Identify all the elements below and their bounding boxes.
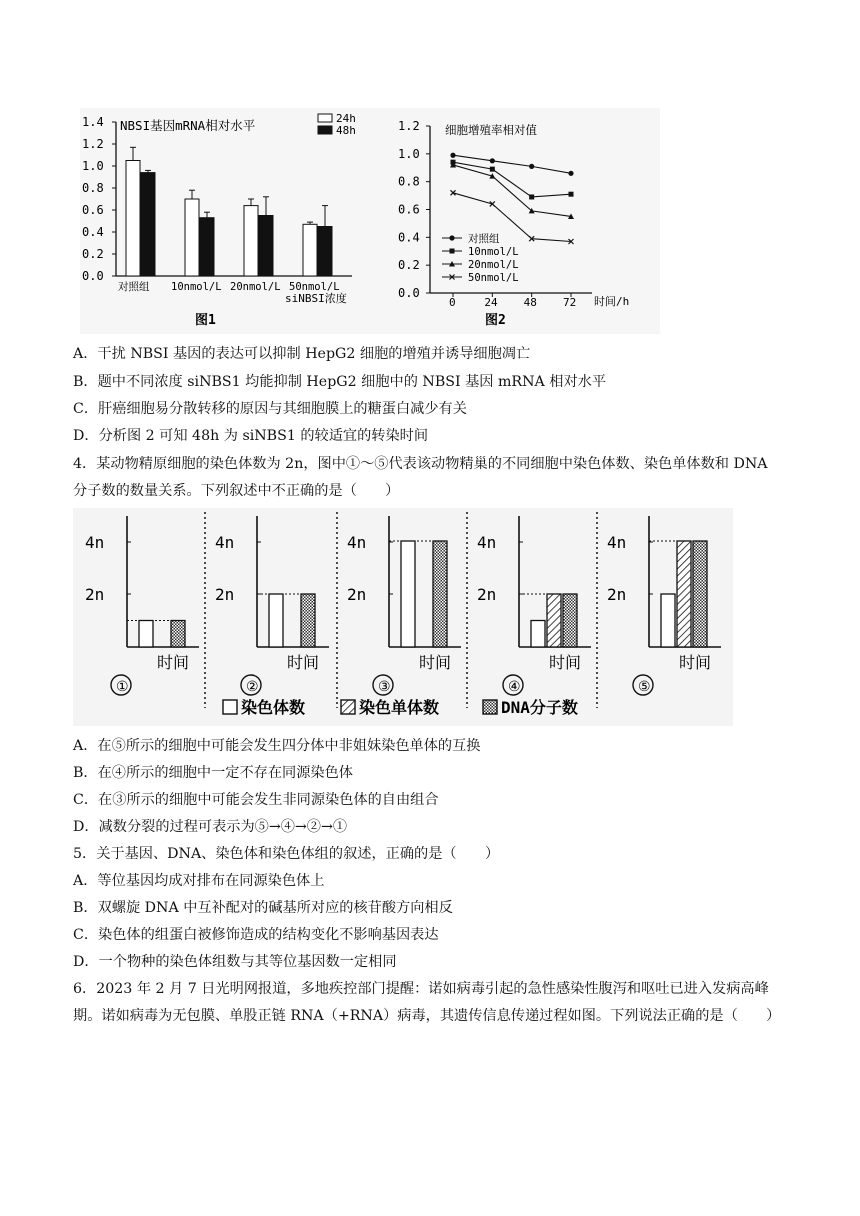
fig1-y-tick-label: 1.0: [82, 159, 104, 173]
fig1-bar: [318, 227, 332, 277]
fig2-point: [569, 192, 574, 197]
fig1-category-label: 对照组: [118, 281, 150, 293]
fig2-legend-label: 10nmol/L: [468, 246, 519, 258]
fig1-bar: [200, 218, 214, 276]
q3-option-a: A．干扰 NBSI 基因的表达可以抑制 HepG2 细胞的增殖并诱导细胞凋亡: [73, 346, 531, 362]
q4-bar: [693, 541, 707, 647]
fig1-legend-label: 48h: [336, 124, 356, 137]
q4-bar: [401, 541, 415, 647]
q4-option-d: D．减数分裂的过程可表示为⑤→④→②→①: [73, 819, 348, 835]
fig2-x-tick-label: 72: [563, 296, 577, 309]
q4-y-label-2n: 2n: [347, 585, 367, 604]
fig1-category-label: 50nmol/L: [289, 281, 340, 293]
fig1-bar: [185, 199, 199, 276]
fig1-bar: [259, 216, 273, 277]
q4-panel-number: ①: [116, 679, 129, 695]
fig1-legend-label: 24h: [336, 112, 356, 125]
fig1-category-label: 20nmol/L: [230, 281, 281, 293]
q4-x-label: 时间: [679, 653, 712, 672]
q4-panel-number: ③: [378, 679, 391, 695]
q4-bar: [269, 594, 283, 647]
q4-x-label: 时间: [157, 653, 190, 672]
fig1-legend-swatch: [318, 126, 332, 134]
q6-stem-line-1: 6．2023 年 2 月 7 日光明网报道，多地疾控部门提醒：诺如病毒引起的急性感染性腹泻和呕吐已进入发病高峰: [73, 981, 769, 997]
q4-bar: [563, 594, 577, 647]
fig2-legend-label: 对照组: [468, 233, 500, 245]
q4-y-label-4n: 4n: [85, 533, 105, 552]
q4-y-label-4n: 4n: [477, 533, 497, 552]
q4-bar: [301, 594, 315, 647]
fig1-y-tick-label: 0.0: [82, 269, 104, 283]
fig2-y-tick-label: 0.0: [398, 286, 420, 300]
fig1-y-tick-label: 0.4: [82, 225, 104, 239]
fig2-point: [450, 249, 455, 254]
fig1-y-tick-label: 1.4: [82, 115, 104, 129]
q4-y-label-2n: 2n: [607, 585, 627, 604]
q4-panel-number: ⑤: [638, 679, 651, 695]
fig2-xlabel: 时间/h: [594, 295, 630, 308]
q4-y-label-2n: 2n: [85, 585, 105, 604]
fig2-point: [490, 158, 495, 163]
fig2-point: [529, 164, 534, 169]
fig2-y-tick-label: 1.2: [398, 119, 420, 133]
fig2-y-tick-label: 0.2: [398, 258, 420, 273]
q6-stem-line-2: 期。诺如病毒为无包膜、单股正链 RNA（+RNA）病毒，其遗传信息传递过程如图。下列说法正确的是（ ）: [73, 1008, 781, 1024]
fig2-caption: 图2: [485, 313, 506, 328]
q3-option-c: C．肝癌细胞易分散转移的原因与其细胞膜上的糖蛋白减少有关: [73, 401, 467, 417]
fig2-x-tick-label: 48: [523, 296, 537, 309]
q5-option-c: C．染色体的组蛋白被修饰造成的结构变化不影响基因表达: [73, 927, 439, 943]
q4-option-a: A．在⑤所示的细胞中可能会发生四分体中非姐妹染色单体的互换: [73, 738, 481, 754]
q4-legend: [223, 698, 578, 717]
q4-x-label: 时间: [549, 653, 582, 672]
q4-x-label: 时间: [419, 653, 452, 672]
q4-option-c: C．在③所示的细胞中可能会发生非同源染色体的自由组合: [73, 792, 439, 808]
q4-legend-label: 染色体数: [241, 698, 306, 717]
fig2-legend-label: 20nmol/L: [468, 259, 519, 271]
fig2-point: [490, 167, 495, 172]
figures-1-2: [80, 108, 660, 334]
q4-bar: [433, 541, 447, 647]
q4-x-label: 时间: [287, 653, 320, 672]
q4-panel-number: ②: [246, 679, 259, 695]
fig2-y-tick-label: 1.0: [398, 146, 420, 161]
q4-bar: [677, 541, 691, 647]
q4-y-label-4n: 4n: [607, 533, 627, 552]
fig2-y-tick-label: 0.4: [398, 230, 420, 245]
fig1-bar: [126, 161, 140, 277]
q4-legend-label: DNA分子数: [501, 698, 578, 717]
fig1-caption: 图1: [195, 313, 216, 328]
fig1-bar: [244, 206, 258, 276]
q4-legend-swatch: [223, 700, 237, 714]
fig1-y-tick-label: 1.2: [82, 137, 104, 151]
fig2-title: 细胞增殖率相对值: [445, 123, 537, 137]
q5-stem: 5．关于基因、DNA、染色体和染色体组的叙述，正确的是（ ）: [73, 846, 500, 862]
q4-panel-number: ④: [508, 679, 521, 695]
fig1-y-tick-label: 0.2: [82, 247, 104, 261]
fig2-point: [529, 194, 534, 199]
q3-option-b: B．题中不同浓度 siNBS1 均能抑制 HepG2 细胞中的 NBSI 基因 mRNA 相对水平: [73, 374, 607, 390]
fig2-point: [449, 235, 454, 240]
fig1-legend-swatch: [318, 114, 332, 122]
q4-y-label-4n: 4n: [215, 533, 235, 552]
q4-stem-line-2: 分子数的数量关系。下列叙述中不正确的是（ ）: [73, 483, 400, 499]
fig1-xlabel: siNBSI浓度: [285, 292, 347, 305]
fig2-y-tick-label: 0.6: [398, 202, 420, 217]
q4-bar: [547, 594, 561, 647]
q4-option-b: B．在④所示的细胞中一定不存在同源染色体: [73, 765, 353, 781]
fig1-title: NBSI基因mRNA相对水平: [120, 118, 256, 133]
fig2-x-tick-label: 24: [484, 296, 498, 309]
q4-legend-swatch: [341, 700, 355, 714]
fig1-bar: [303, 224, 317, 276]
fig2-y-tick-label: 0.8: [398, 174, 420, 189]
q4-legend-swatch: [483, 700, 497, 714]
fig1-y-tick-label: 0.8: [82, 181, 104, 195]
fig2-legend-label: 50nmol/L: [468, 272, 519, 284]
q4-y-label-4n: 4n: [347, 533, 367, 552]
q4-bar: [531, 621, 545, 648]
figure-chromosome-panels: [73, 508, 733, 726]
q5-option-b: B．双螺旋 DNA 中互补配对的碱基所对应的核苷酸方向相反: [73, 900, 453, 916]
q4-stem-line-1: 4．某动物精原细胞的染色体数为 2n，图中①～⑤代表该动物精巢的不同细胞中染色体数、染色单体数和 DNA: [73, 456, 768, 472]
q4-bar: [139, 621, 153, 648]
fig1-bar: [141, 173, 155, 276]
q3-option-d: D．分析图 2 可知 48h 为 siNBS1 的较适宜的转染时间: [73, 428, 429, 444]
q4-bar: [171, 621, 185, 648]
q4-y-label-2n: 2n: [215, 585, 235, 604]
fig2-point: [568, 171, 573, 176]
fig2-point: [450, 153, 455, 158]
q5-option-a: A．等位基因均成对排布在同源染色体上: [73, 873, 325, 889]
q4-bar: [661, 594, 675, 647]
fig1-category-label: 10nmol/L: [171, 281, 222, 293]
q4-y-label-2n: 2n: [477, 585, 497, 604]
q4-legend-label: 染色单体数: [359, 698, 440, 717]
fig2-x-tick-label: 0: [449, 296, 456, 309]
q5-option-d: D．一个物种的染色体组数与其等位基因数一定相同: [73, 954, 397, 970]
fig1-y-tick-label: 0.6: [82, 203, 104, 217]
